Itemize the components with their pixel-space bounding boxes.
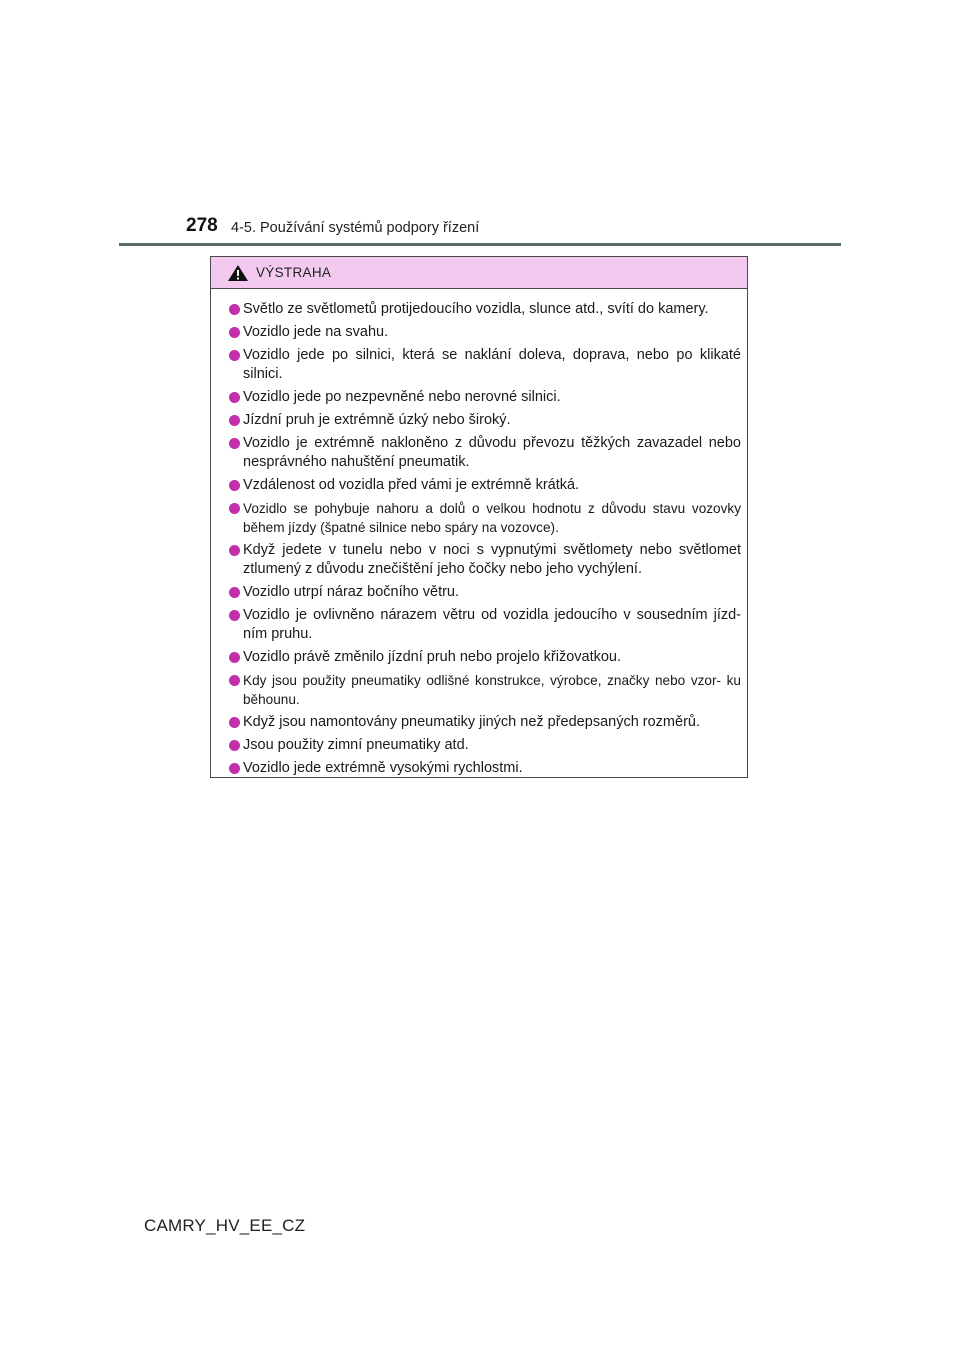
page-number: 278 [186, 215, 218, 236]
warning-triangle-icon [227, 264, 249, 282]
warning-item-text: Když jedete v tunelu nebo v noci s vypnutými světlomety nebo světlomet ztlumený z důvodu znečištění jeho čočky nebo jeho vychýlení. [243, 542, 741, 577]
warning-header [211, 257, 747, 289]
warning-item-text: Vozidlo právě změnilo jízdní pruh nebo projelo křižovatkou. [243, 649, 622, 665]
warning-item-text: Vozidlo jede po silnici, která se naklání doleva, doprava, nebo po klikaté silnici. [243, 347, 741, 382]
bullet-icon [229, 503, 240, 514]
warning-item [229, 759, 741, 778]
warning-item-text: Vozidlo jede na svahu. [243, 324, 389, 340]
warning-item [229, 606, 741, 644]
bullet-icon [229, 304, 240, 315]
bullet-icon [229, 610, 240, 621]
bullet-icon [229, 763, 240, 774]
warning-item [229, 541, 741, 579]
bullet-icon [229, 717, 240, 728]
warning-item [229, 388, 741, 407]
warning-item-text: Vozidlo utrpí náraz bočního větru. [243, 584, 460, 600]
document-code: CAMRY_HV_EE_CZ [144, 1216, 306, 1235]
header-divider [119, 243, 841, 246]
section-title: 4-5. Používání systémů podpory řízení [231, 220, 480, 236]
warning-item [229, 434, 741, 472]
warning-item [229, 499, 741, 537]
warning-item-text: Kdy jsou použity pneumatiky odlišné konstrukce, výrobce, značky nebo vzor- ku běhounu. [243, 673, 741, 707]
warning-item-text: Když jsou namontovány pneumatiky jiných než předepsaných rozměrů. [243, 714, 700, 730]
bullet-icon [229, 652, 240, 663]
warning-item-text: Vozidlo je ovlivněno nárazem větru od vozidla jedoucího v sousedním jízd- ním pruhu. [243, 607, 741, 642]
bullet-icon [229, 545, 240, 556]
warning-item [229, 671, 741, 709]
warning-list [211, 289, 747, 778]
bullet-icon [229, 415, 240, 426]
warning-item [229, 411, 741, 430]
bullet-icon [229, 438, 240, 449]
warning-item-text: Jízdní pruh je extrémně úzký nebo široký. [243, 412, 511, 428]
bullet-icon [229, 480, 240, 491]
warning-item-text: Vozidlo jede po nezpevněné nebo nerovné silnici. [243, 389, 561, 405]
warning-item [229, 323, 741, 342]
warning-item [229, 713, 741, 732]
warning-item [229, 476, 741, 495]
warning-item [229, 583, 741, 602]
warning-item-text: Vozidlo se pohybuje nahoru a dolů o velkou hodnotu z důvodu stavu vozovky během jízdy (špatné silnice nebo spáry na vozovce). [243, 501, 741, 535]
warning-item [229, 346, 741, 384]
warning-item-text: Jsou použity zimní pneumatiky atd. [243, 737, 469, 753]
warning-item-text: Vozidlo jede extrémně vysokými rychlostmi. [243, 760, 523, 776]
warning-item [229, 300, 741, 319]
bullet-icon [229, 327, 240, 338]
bullet-icon [229, 675, 240, 686]
warning-item [229, 648, 741, 667]
warning-item-text: Vzdálenost od vozidla před vámi je extrémně krátká. [243, 477, 580, 493]
warning-item-text: Vozidlo je extrémně nakloněno z důvodu převozu těžkých zavazadel nebo nesprávného nahuštění pneumatik. [243, 435, 741, 470]
warning-item [229, 736, 741, 755]
bullet-icon [229, 587, 240, 598]
warning-item-text: Světlo ze světlometů protijedoucího vozidla, slunce atd., svítí do kamery. [243, 301, 709, 317]
warning-title: VÝSTRAHA [256, 265, 332, 280]
warning-box [210, 256, 748, 778]
bullet-icon [229, 350, 240, 361]
bullet-icon [229, 740, 240, 751]
bullet-icon [229, 392, 240, 403]
